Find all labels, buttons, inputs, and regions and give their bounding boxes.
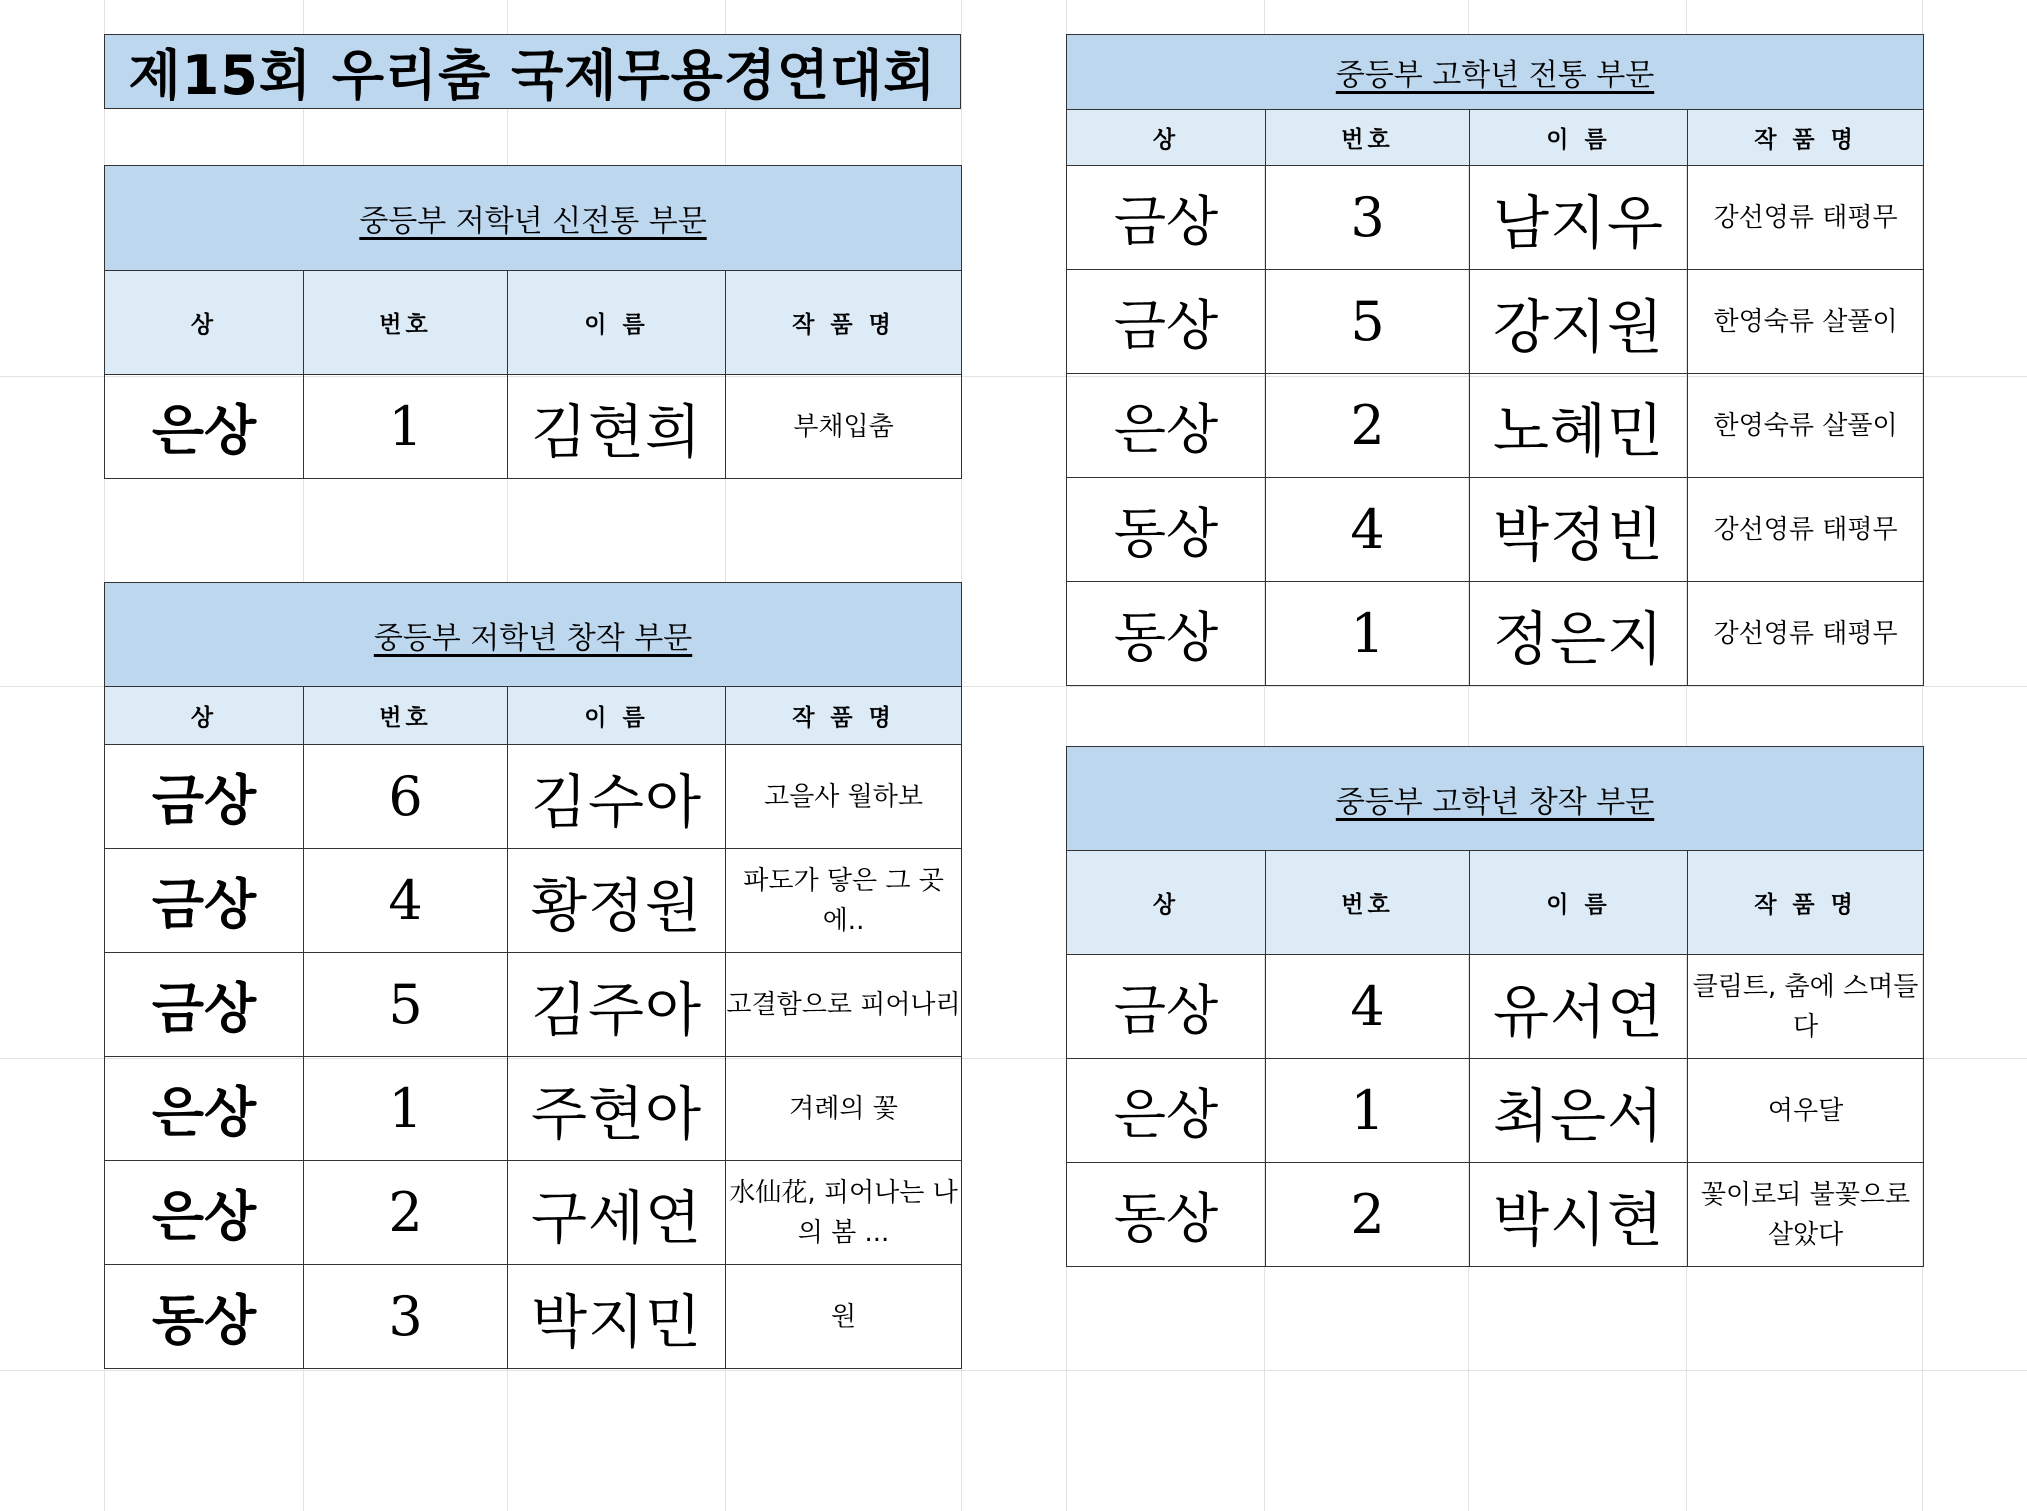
number-cell: 5 — [304, 953, 508, 1057]
number-cell: 4 — [1266, 478, 1470, 582]
table-row — [105, 1057, 962, 1161]
header-award: 상 — [1067, 851, 1266, 955]
header-name: 이 름 — [508, 687, 726, 745]
header-award: 상 — [1067, 110, 1266, 166]
header-name: 이 름 — [1470, 110, 1688, 166]
work-cell: 강선영류 태평무 — [1688, 478, 1924, 582]
table-row — [1067, 270, 1924, 374]
table-row — [1067, 166, 1924, 270]
name-cell: 박정빈 — [1470, 478, 1688, 582]
award-cell: 은상 — [1067, 1059, 1266, 1163]
table-row — [1067, 582, 1924, 686]
section-title: 중등부 고학년 전통 부문 — [1067, 35, 1924, 110]
award-cell: 금상 — [1067, 270, 1266, 374]
table-row — [105, 745, 962, 849]
table-row — [1067, 1163, 1924, 1267]
number-cell: 1 — [304, 375, 508, 479]
number-cell: 4 — [1266, 955, 1470, 1059]
name-cell: 최은서 — [1470, 1059, 1688, 1163]
work-cell: 겨례의 꽃 — [726, 1057, 962, 1161]
number-cell: 2 — [1266, 1163, 1470, 1267]
header-number: 번호 — [304, 271, 508, 375]
header-name: 이 름 — [508, 271, 726, 375]
award-cell: 동상 — [105, 1265, 304, 1369]
page-title: 제15회 우리춤 국제무용경연대회 — [104, 34, 961, 109]
work-cell: 강선영류 태평무 — [1688, 166, 1924, 270]
work-cell: 한영숙류 살풀이 — [1688, 270, 1924, 374]
header-award: 상 — [105, 271, 304, 375]
table-row — [105, 375, 962, 479]
work-cell: 파도가 닿은 그 곳에.. — [726, 849, 962, 953]
award-cell: 금상 — [105, 953, 304, 1057]
number-cell: 1 — [1266, 1059, 1470, 1163]
number-cell: 3 — [1266, 166, 1470, 270]
header-work: 작 품 명 — [1688, 110, 1924, 166]
section-low-neo-traditional — [104, 165, 962, 479]
section-title: 중등부 저학년 신전통 부문 — [105, 166, 962, 271]
name-cell: 박시현 — [1470, 1163, 1688, 1267]
award-cell: 금상 — [1067, 166, 1266, 270]
award-cell: 동상 — [1067, 478, 1266, 582]
section-high-creative — [1066, 746, 1924, 1267]
table-row — [1067, 1059, 1924, 1163]
award-cell: 은상 — [105, 1057, 304, 1161]
work-cell: 고결함으로 피어나리 — [726, 953, 962, 1057]
section-title: 중등부 저학년 창작 부문 — [105, 583, 962, 687]
number-cell: 2 — [1266, 374, 1470, 478]
section-low-creative — [104, 582, 962, 1369]
name-cell: 노혜민 — [1470, 374, 1688, 478]
award-cell: 금상 — [1067, 955, 1266, 1059]
header-work: 작 품 명 — [726, 271, 962, 375]
work-cell: 水仙花, 피어나는 나의 봄 ... — [726, 1161, 962, 1265]
table-row — [105, 849, 962, 953]
work-cell: 클림트, 춤에 스며들다 — [1688, 955, 1924, 1059]
table-row — [105, 1161, 962, 1265]
name-cell: 김주아 — [508, 953, 726, 1057]
section-title: 중등부 고학년 창작 부문 — [1067, 747, 1924, 851]
name-cell: 남지우 — [1470, 166, 1688, 270]
table-row — [105, 953, 962, 1057]
header-work: 작 품 명 — [1688, 851, 1924, 955]
table-row — [105, 1265, 962, 1369]
name-cell: 박지민 — [508, 1265, 726, 1369]
number-cell: 6 — [304, 745, 508, 849]
award-cell: 금상 — [105, 745, 304, 849]
name-cell: 황정원 — [508, 849, 726, 953]
number-cell: 1 — [1266, 582, 1470, 686]
number-cell: 2 — [304, 1161, 508, 1265]
award-cell: 은상 — [105, 1161, 304, 1265]
name-cell: 김수아 — [508, 745, 726, 849]
name-cell: 정은지 — [1470, 582, 1688, 686]
name-cell: 강지원 — [1470, 270, 1688, 374]
name-cell: 김현희 — [508, 375, 726, 479]
table-row — [1067, 955, 1924, 1059]
work-cell: 부채입춤 — [726, 375, 962, 479]
number-cell: 1 — [304, 1057, 508, 1161]
award-cell: 은상 — [1067, 374, 1266, 478]
header-award: 상 — [105, 687, 304, 745]
work-cell: 원 — [726, 1265, 962, 1369]
award-cell: 동상 — [1067, 1163, 1266, 1267]
header-number: 번호 — [1266, 851, 1470, 955]
work-cell: 한영숙류 살풀이 — [1688, 374, 1924, 478]
award-cell: 동상 — [1067, 582, 1266, 686]
name-cell: 구세연 — [508, 1161, 726, 1265]
header-number: 번호 — [1266, 110, 1470, 166]
number-cell: 5 — [1266, 270, 1470, 374]
header-work: 작 품 명 — [726, 687, 962, 745]
section-high-traditional — [1066, 34, 1924, 686]
table-row — [1067, 478, 1924, 582]
name-cell: 유서연 — [1470, 955, 1688, 1059]
work-cell: 꽃이로되 불꽃으로 살았다 — [1688, 1163, 1924, 1267]
name-cell: 주현아 — [508, 1057, 726, 1161]
work-cell: 여우달 — [1688, 1059, 1924, 1163]
award-cell: 은상 — [105, 375, 304, 479]
header-name: 이 름 — [1470, 851, 1688, 955]
number-cell: 3 — [304, 1265, 508, 1369]
work-cell: 고을사 월하보 — [726, 745, 962, 849]
number-cell: 4 — [304, 849, 508, 953]
header-number: 번호 — [304, 687, 508, 745]
table-row — [1067, 374, 1924, 478]
award-cell: 금상 — [105, 849, 304, 953]
work-cell: 강선영류 태평무 — [1688, 582, 1924, 686]
